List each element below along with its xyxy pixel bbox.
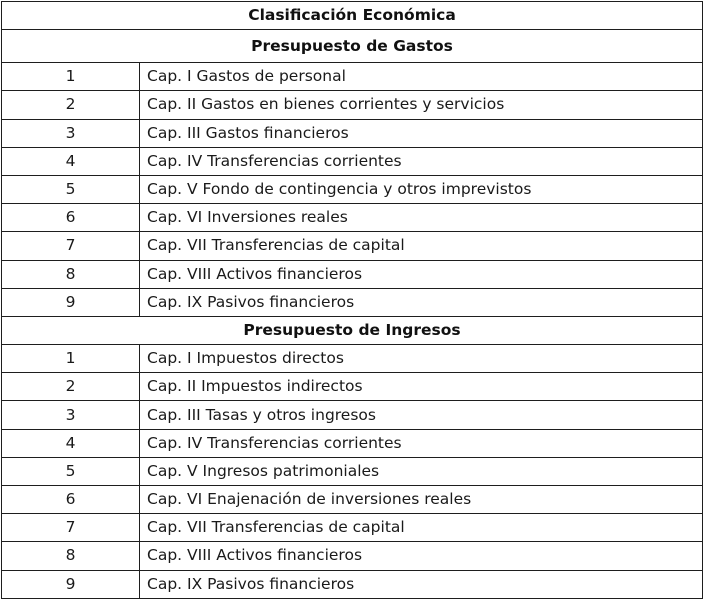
row-label: Cap. V Ingresos patrimoniales — [140, 457, 703, 485]
table-row — [2, 204, 703, 232]
row-label: Cap. III Gastos financieros — [140, 119, 703, 147]
row-label: Cap. VII Transferencias de capital — [140, 514, 703, 542]
table-row — [2, 288, 703, 316]
table-row — [2, 514, 703, 542]
row-number: 1 — [2, 345, 140, 373]
row-label: Cap. I Gastos de personal — [140, 63, 703, 91]
row-label: Cap. VII Transferencias de capital — [140, 232, 703, 260]
row-number: 4 — [2, 429, 140, 457]
row-label: Cap. V Fondo de contingencia y otros imprevistos — [140, 175, 703, 203]
row-number: 8 — [2, 260, 140, 288]
row-number: 9 — [2, 570, 140, 598]
table-row — [2, 486, 703, 514]
row-number: 6 — [2, 486, 140, 514]
table-row — [2, 260, 703, 288]
row-number: 7 — [2, 232, 140, 260]
row-label: Cap. I Impuestos directos — [140, 345, 703, 373]
row-number: 3 — [2, 119, 140, 147]
table-row — [2, 457, 703, 485]
table-title: Clasificación Económica — [2, 2, 703, 30]
row-number: 3 — [2, 401, 140, 429]
table-row — [2, 147, 703, 175]
table-row — [2, 401, 703, 429]
row-label: Cap. IX Pasivos financieros — [140, 288, 703, 316]
table-title-row — [2, 2, 703, 30]
row-label: Cap. IV Transferencias corrientes — [140, 147, 703, 175]
row-number: 5 — [2, 175, 140, 203]
row-number: 5 — [2, 457, 140, 485]
table-row — [2, 429, 703, 457]
section-heading-row — [2, 316, 703, 344]
row-label: Cap. III Tasas y otros ingresos — [140, 401, 703, 429]
table-row — [2, 119, 703, 147]
table-row — [2, 373, 703, 401]
table-row — [2, 570, 703, 598]
row-label: Cap. VIII Activos financieros — [140, 542, 703, 570]
row-number: 2 — [2, 373, 140, 401]
section-heading-row — [2, 30, 703, 63]
classification-table — [1, 1, 703, 599]
row-label: Cap. VI Inversiones reales — [140, 204, 703, 232]
table-row — [2, 345, 703, 373]
row-label: Cap. VIII Activos financieros — [140, 260, 703, 288]
table-row — [2, 232, 703, 260]
section-heading-ingresos: Presupuesto de Ingresos — [2, 316, 703, 344]
row-number: 6 — [2, 204, 140, 232]
row-number: 9 — [2, 288, 140, 316]
row-number: 1 — [2, 63, 140, 91]
row-number: 4 — [2, 147, 140, 175]
row-label: Cap. II Impuestos indirectos — [140, 373, 703, 401]
table-row — [2, 542, 703, 570]
row-label: Cap. II Gastos en bienes corrientes y servicios — [140, 91, 703, 119]
table-row — [2, 91, 703, 119]
row-label: Cap. IX Pasivos financieros — [140, 570, 703, 598]
row-label: Cap. IV Transferencias corrientes — [140, 429, 703, 457]
table-row — [2, 63, 703, 91]
row-number: 8 — [2, 542, 140, 570]
row-label: Cap. VI Enajenación de inversiones reales — [140, 486, 703, 514]
row-number: 2 — [2, 91, 140, 119]
table-row — [2, 175, 703, 203]
section-heading-gastos: Presupuesto de Gastos — [2, 30, 703, 63]
row-number: 7 — [2, 514, 140, 542]
